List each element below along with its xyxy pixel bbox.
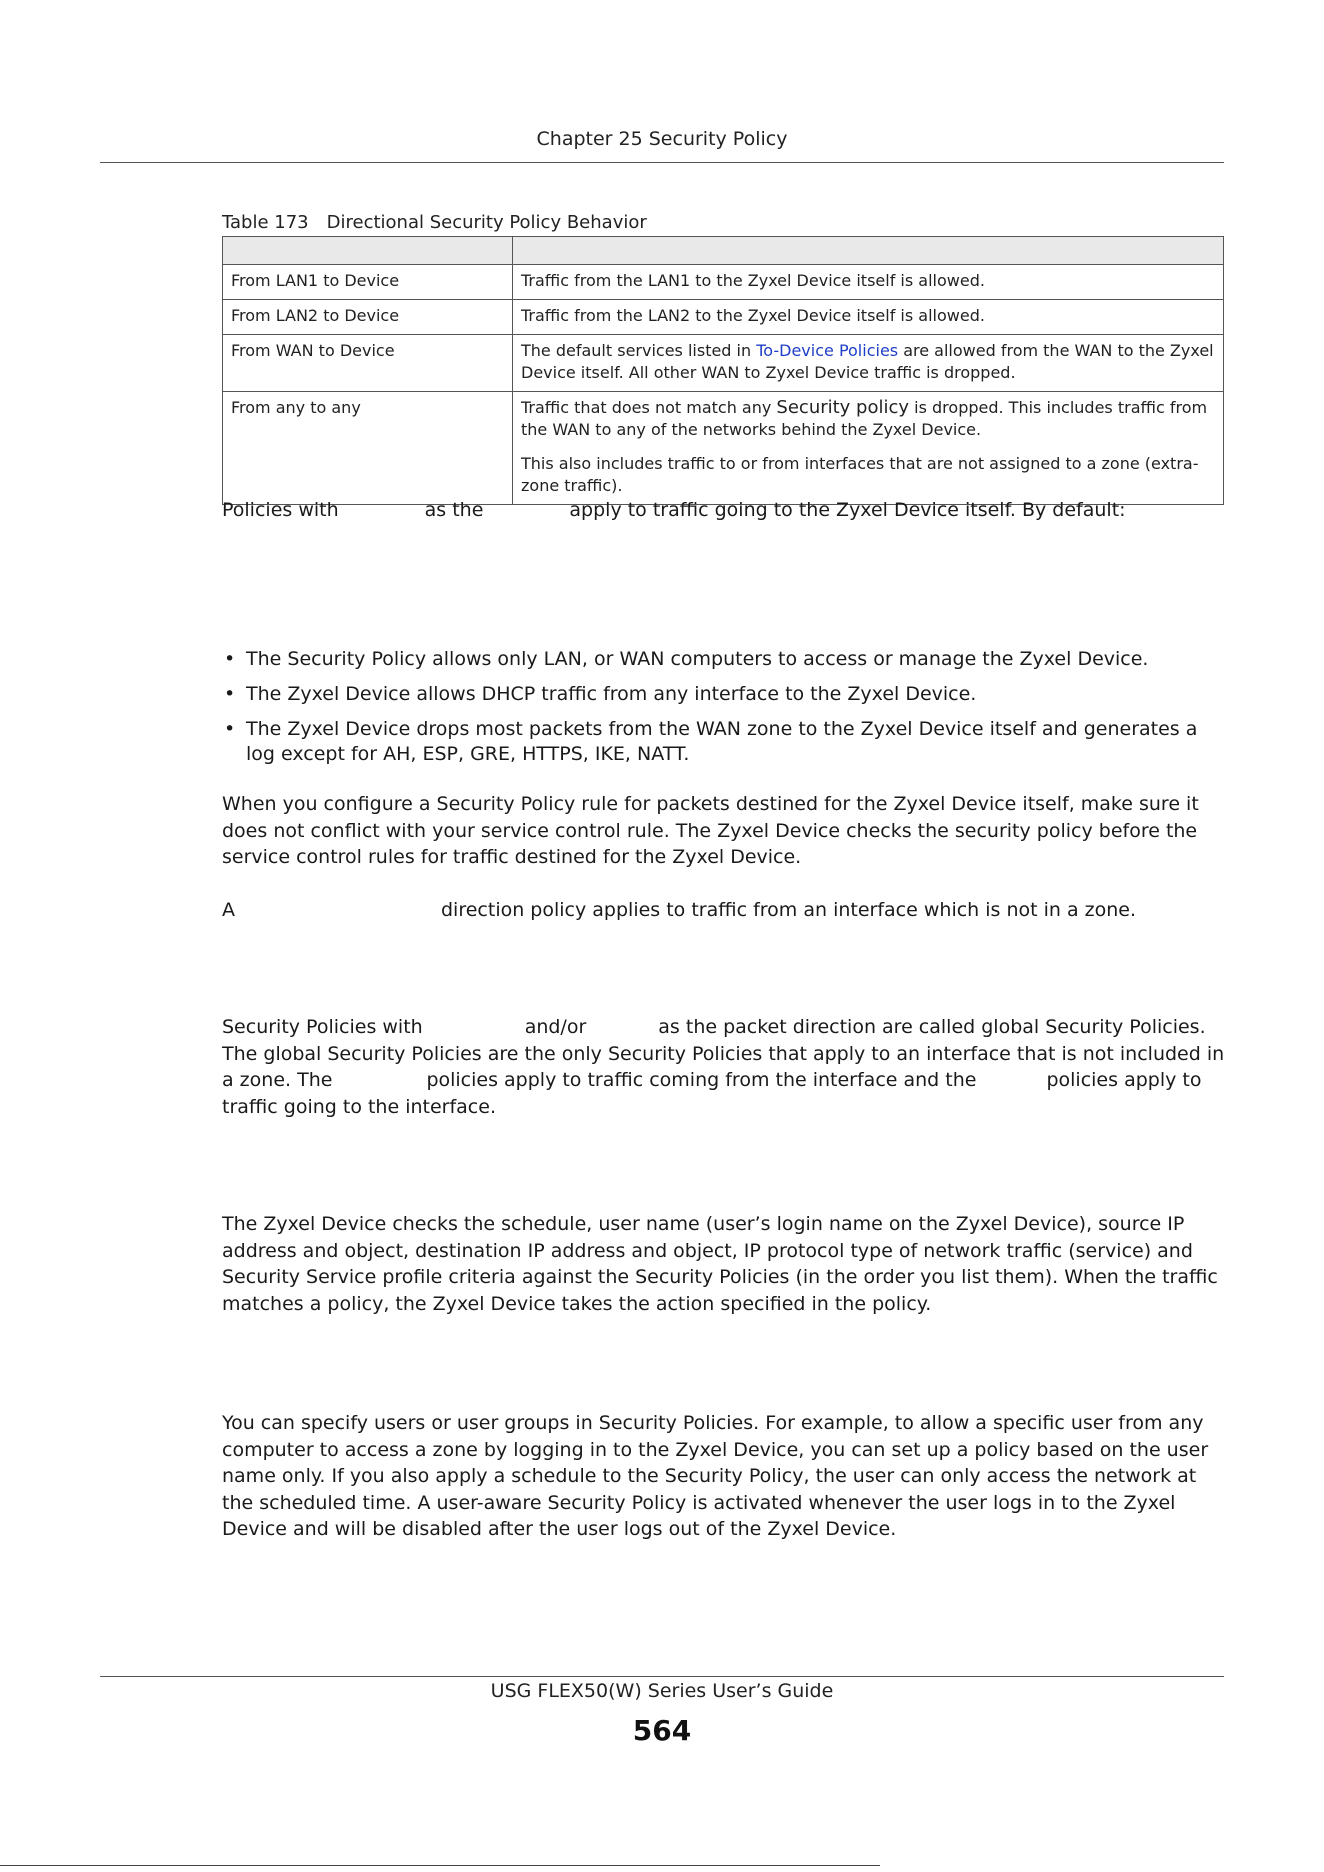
body-text: as the bbox=[424, 499, 484, 521]
list-item: • The Zyxel Device drops most packets from the WAN zone to the Zyxel Device itself and generates a log except for AH, ESP, GRE, HTTPS, IKE, NATT. bbox=[222, 717, 1226, 767]
footer-guide-title: USG FLEX50(W) Series User’s Guide bbox=[490, 1680, 834, 1702]
table-cell-direction: From any to any bbox=[223, 392, 513, 505]
header-divider bbox=[100, 162, 1224, 163]
list-item: • The Security Policy allows only LAN, or WAN computers to access or manage the Zyxel Device. bbox=[222, 647, 1226, 672]
table-caption-title: Directional Security Policy Behavior bbox=[326, 212, 647, 233]
page-number: 564 bbox=[632, 1714, 692, 1747]
list-item: • The Zyxel Device allows DHCP traffic from any interface to the Zyxel Device. bbox=[222, 682, 1226, 707]
behavior-text-emphasis: Security policy bbox=[776, 397, 910, 418]
user-aware-paragraph: You can specify users or user groups in Security Policies. For example, to allow a specific user from any computer to access a zone by logging in to the Zyxel Device, you can set up a policy based on the user name only. If you also apply a schedule to the Security Policy, the user can only access the network at the scheduled time. A user-aware Security Policy is activated whenever the user logs in to the Zyxel Device and will be disabled after the user logs out of the Zyxel Device. bbox=[222, 1412, 1209, 1540]
behavior-paragraph: This also includes traffic to or from interfaces that are not assigned to a zone (extra-zone traffic). bbox=[521, 454, 1199, 495]
body-text: as the packet direction are called global Security Policies. The global Security Policies are the only Security Policies that apply to an interface that is not included in a zone. The bbox=[222, 1016, 1225, 1091]
policy-behavior-table bbox=[222, 236, 1224, 505]
behavior-text: Traffic that does not match any bbox=[521, 398, 777, 417]
body-text: and/or bbox=[524, 1016, 587, 1038]
behavior-text: The default services listed in bbox=[521, 341, 757, 360]
table-caption-number: Table 173 bbox=[222, 212, 309, 233]
table-header-cell bbox=[513, 237, 1224, 265]
table-row bbox=[223, 300, 1224, 335]
table-cell-behavior bbox=[513, 392, 1224, 505]
behavior-text: is dropped. This includes traffic from the WAN to any of the networks behind the Zyxel Device. bbox=[521, 398, 1208, 439]
body-text: A bbox=[222, 899, 235, 921]
table-header-cell bbox=[223, 237, 513, 265]
global-policies-paragraph bbox=[222, 1014, 1226, 1120]
body-text: apply to traffic going to the Zyxel Device itself. By default: bbox=[569, 499, 1126, 521]
behavior-paragraph bbox=[521, 397, 1215, 441]
bottom-divider bbox=[0, 1865, 880, 1866]
table-cell-behavior: Traffic from the LAN1 to the Zyxel Device itself is allowed. bbox=[513, 265, 1224, 300]
body-text: policies apply to traffic going to the interface. bbox=[222, 1069, 1202, 1118]
extra-zone-paragraph bbox=[222, 897, 1226, 924]
table-cell-behavior: Traffic from the LAN2 to the Zyxel Device itself is allowed. bbox=[513, 300, 1224, 335]
behavior-text: are allowed from the WAN to the Zyxel Device itself. All other WAN to Zyxel Device traffic is dropped. bbox=[521, 341, 1214, 382]
table-header-row bbox=[223, 237, 1224, 265]
body-text: direction policy applies to traffic from an interface which is not in a zone. bbox=[441, 899, 1137, 921]
table-row bbox=[223, 265, 1224, 300]
body-text: Security Policies with bbox=[222, 1016, 423, 1038]
chapter-header: Chapter 25 Security Policy bbox=[536, 128, 788, 150]
table-cell-direction: From LAN1 to Device bbox=[223, 265, 513, 300]
table-cell-behavior bbox=[513, 335, 1224, 392]
body-text: policies apply to traffic coming from the interface and the bbox=[426, 1069, 977, 1091]
footer-divider bbox=[100, 1676, 1224, 1677]
rule-criteria-paragraph: The Zyxel Device checks the schedule, user name (user’s login name on the Zyxel Device), source IP address and object, destination IP address and object, IP protocol type of network traffic (service) and Security Service profile criteria against the Security Policies (in the order you list them). When the traffic matches a policy, the Zyxel Device takes the action specified in the policy. bbox=[222, 1213, 1218, 1315]
table-cell-direction: From LAN2 to Device bbox=[223, 300, 513, 335]
service-control-paragraph: When you configure a Security Policy rule for packets destined for the Zyxel Device itself, make sure it does not conflict with your service control rule. The Zyxel Device checks the security policy before the service control rules for traffic destined for the Zyxel Device. bbox=[222, 793, 1199, 868]
body-text: Policies with bbox=[222, 499, 339, 521]
default-behavior-list bbox=[222, 647, 1226, 777]
to-device-policies-link[interactable]: To-Device Policies bbox=[756, 341, 899, 360]
to-device-intro bbox=[222, 497, 1226, 524]
table-cell-direction: From WAN to Device bbox=[223, 335, 513, 392]
table-row bbox=[223, 335, 1224, 392]
table-row bbox=[223, 392, 1224, 505]
table-caption bbox=[222, 212, 647, 233]
